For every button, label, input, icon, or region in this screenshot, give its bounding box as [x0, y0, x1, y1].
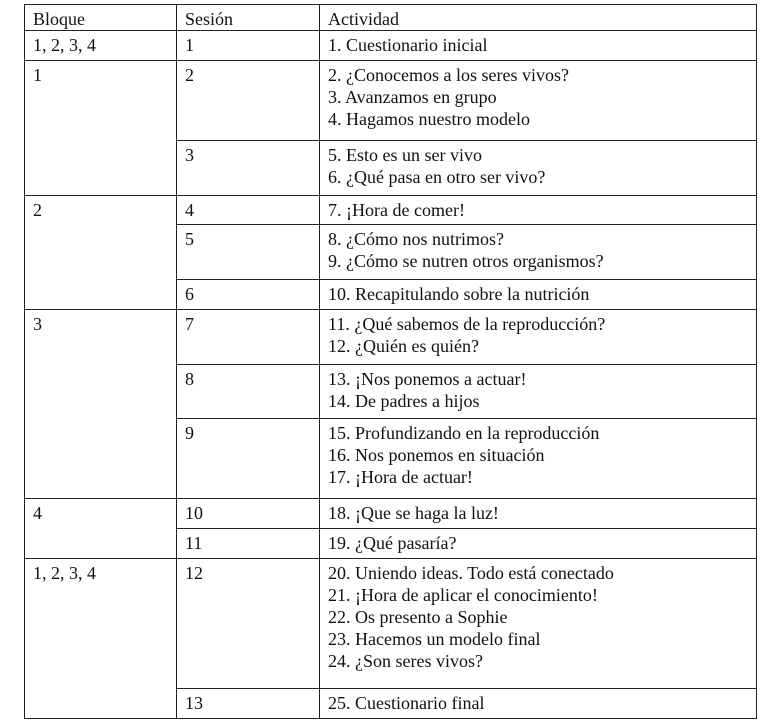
table-row — [25, 558, 757, 688]
sesion-cell: 12 — [177, 558, 320, 688]
activity-item: 23. Hacemos un modelo final — [328, 628, 541, 649]
table-row — [25, 195, 757, 225]
activity-item: 6. ¿Qué pasa en otro ser vivo? — [328, 166, 546, 187]
activity-item: 20. Uniendo ideas. Todo está conectado — [328, 562, 614, 583]
activity-item: 15. Profundizando en la reproducción — [328, 423, 600, 444]
activity-item: 3. Avanzamos en grupo — [328, 86, 497, 107]
bloque-cell: 1, 2, 3, 4 — [25, 558, 177, 718]
activity-item: 19. ¿Qué pasaría? — [328, 533, 457, 554]
table-body — [25, 31, 757, 719]
activity-item: 22. Os presento a Sophie — [328, 606, 508, 627]
activity-item: 24. ¿Son seres vivos? — [328, 650, 483, 671]
header-sesion: Sesión — [177, 5, 320, 31]
sesion-cell: 5 — [177, 225, 320, 280]
actividad-cell — [320, 31, 757, 61]
bloque-cell: 3 — [25, 309, 177, 499]
actividad-cell — [320, 529, 757, 559]
activity-item: 11. ¿Qué sabemos de la reproducción? — [328, 313, 606, 334]
activity-item: 18. ¡Que se haga la luz! — [328, 503, 499, 524]
sesion-cell: 7 — [177, 309, 320, 364]
sesion-cell: 3 — [177, 140, 320, 195]
header-bloque: Bloque — [25, 5, 177, 31]
activity-item: 13. ¡Nos ponemos a actuar! — [328, 368, 527, 389]
actividad-cell — [320, 225, 757, 280]
activity-item: 10. Recapitulando sobre la nutrición — [328, 284, 590, 305]
actividad-cell — [320, 499, 757, 529]
activity-item: 12. ¿Quién es quién? — [328, 335, 479, 356]
bloque-cell: 4 — [25, 499, 177, 558]
actividad-cell — [320, 419, 757, 499]
sesion-cell: 9 — [177, 419, 320, 499]
session-schedule-table — [24, 4, 757, 719]
actividad-cell — [320, 60, 757, 140]
actividad-cell — [320, 364, 757, 419]
sesion-cell: 8 — [177, 364, 320, 419]
activity-item: 16. Nos ponemos en situación — [328, 445, 545, 466]
table-row — [25, 60, 757, 140]
sesion-cell: 11 — [177, 529, 320, 559]
sesion-cell: 4 — [177, 195, 320, 225]
header-row — [25, 5, 757, 31]
activity-item: 8. ¿Cómo nos nutrimos? — [328, 229, 504, 250]
activity-item: 25. Cuestionario final — [328, 693, 485, 714]
actividad-cell — [320, 280, 757, 310]
sesion-cell: 1 — [177, 31, 320, 61]
sesion-cell: 13 — [177, 689, 320, 719]
activity-item: 9. ¿Cómo se nutren otros organismos? — [328, 251, 604, 272]
activity-item: 14. De padres a hijos — [328, 390, 480, 411]
activity-item: 5. Esto es un ser vivo — [328, 144, 482, 165]
header-actividad: Actividad — [320, 5, 757, 31]
sesion-cell: 10 — [177, 499, 320, 529]
activity-item: 2. ¿Conocemos a los seres vivos? — [328, 64, 569, 85]
bloque-cell: 1 — [25, 60, 177, 195]
table-row — [25, 499, 757, 529]
activity-item: 17. ¡Hora de actuar! — [328, 467, 473, 488]
actividad-cell — [320, 558, 757, 688]
actividad-cell — [320, 140, 757, 195]
table-row — [25, 309, 757, 364]
activity-item: 1. Cuestionario inicial — [328, 35, 488, 55]
bloque-cell: 2 — [25, 195, 177, 309]
sesion-cell: 6 — [177, 280, 320, 310]
bloque-cell: 1, 2, 3, 4 — [25, 31, 177, 61]
actividad-cell — [320, 195, 757, 225]
activity-item: 4. Hagamos nuestro modelo — [328, 108, 530, 129]
table-row — [25, 31, 757, 61]
sesion-cell: 2 — [177, 60, 320, 140]
activity-item: 7. ¡Hora de comer! — [328, 199, 465, 220]
actividad-cell — [320, 689, 757, 719]
actividad-cell — [320, 309, 757, 364]
activity-item: 21. ¡Hora de aplicar el conocimiento! — [328, 584, 598, 605]
